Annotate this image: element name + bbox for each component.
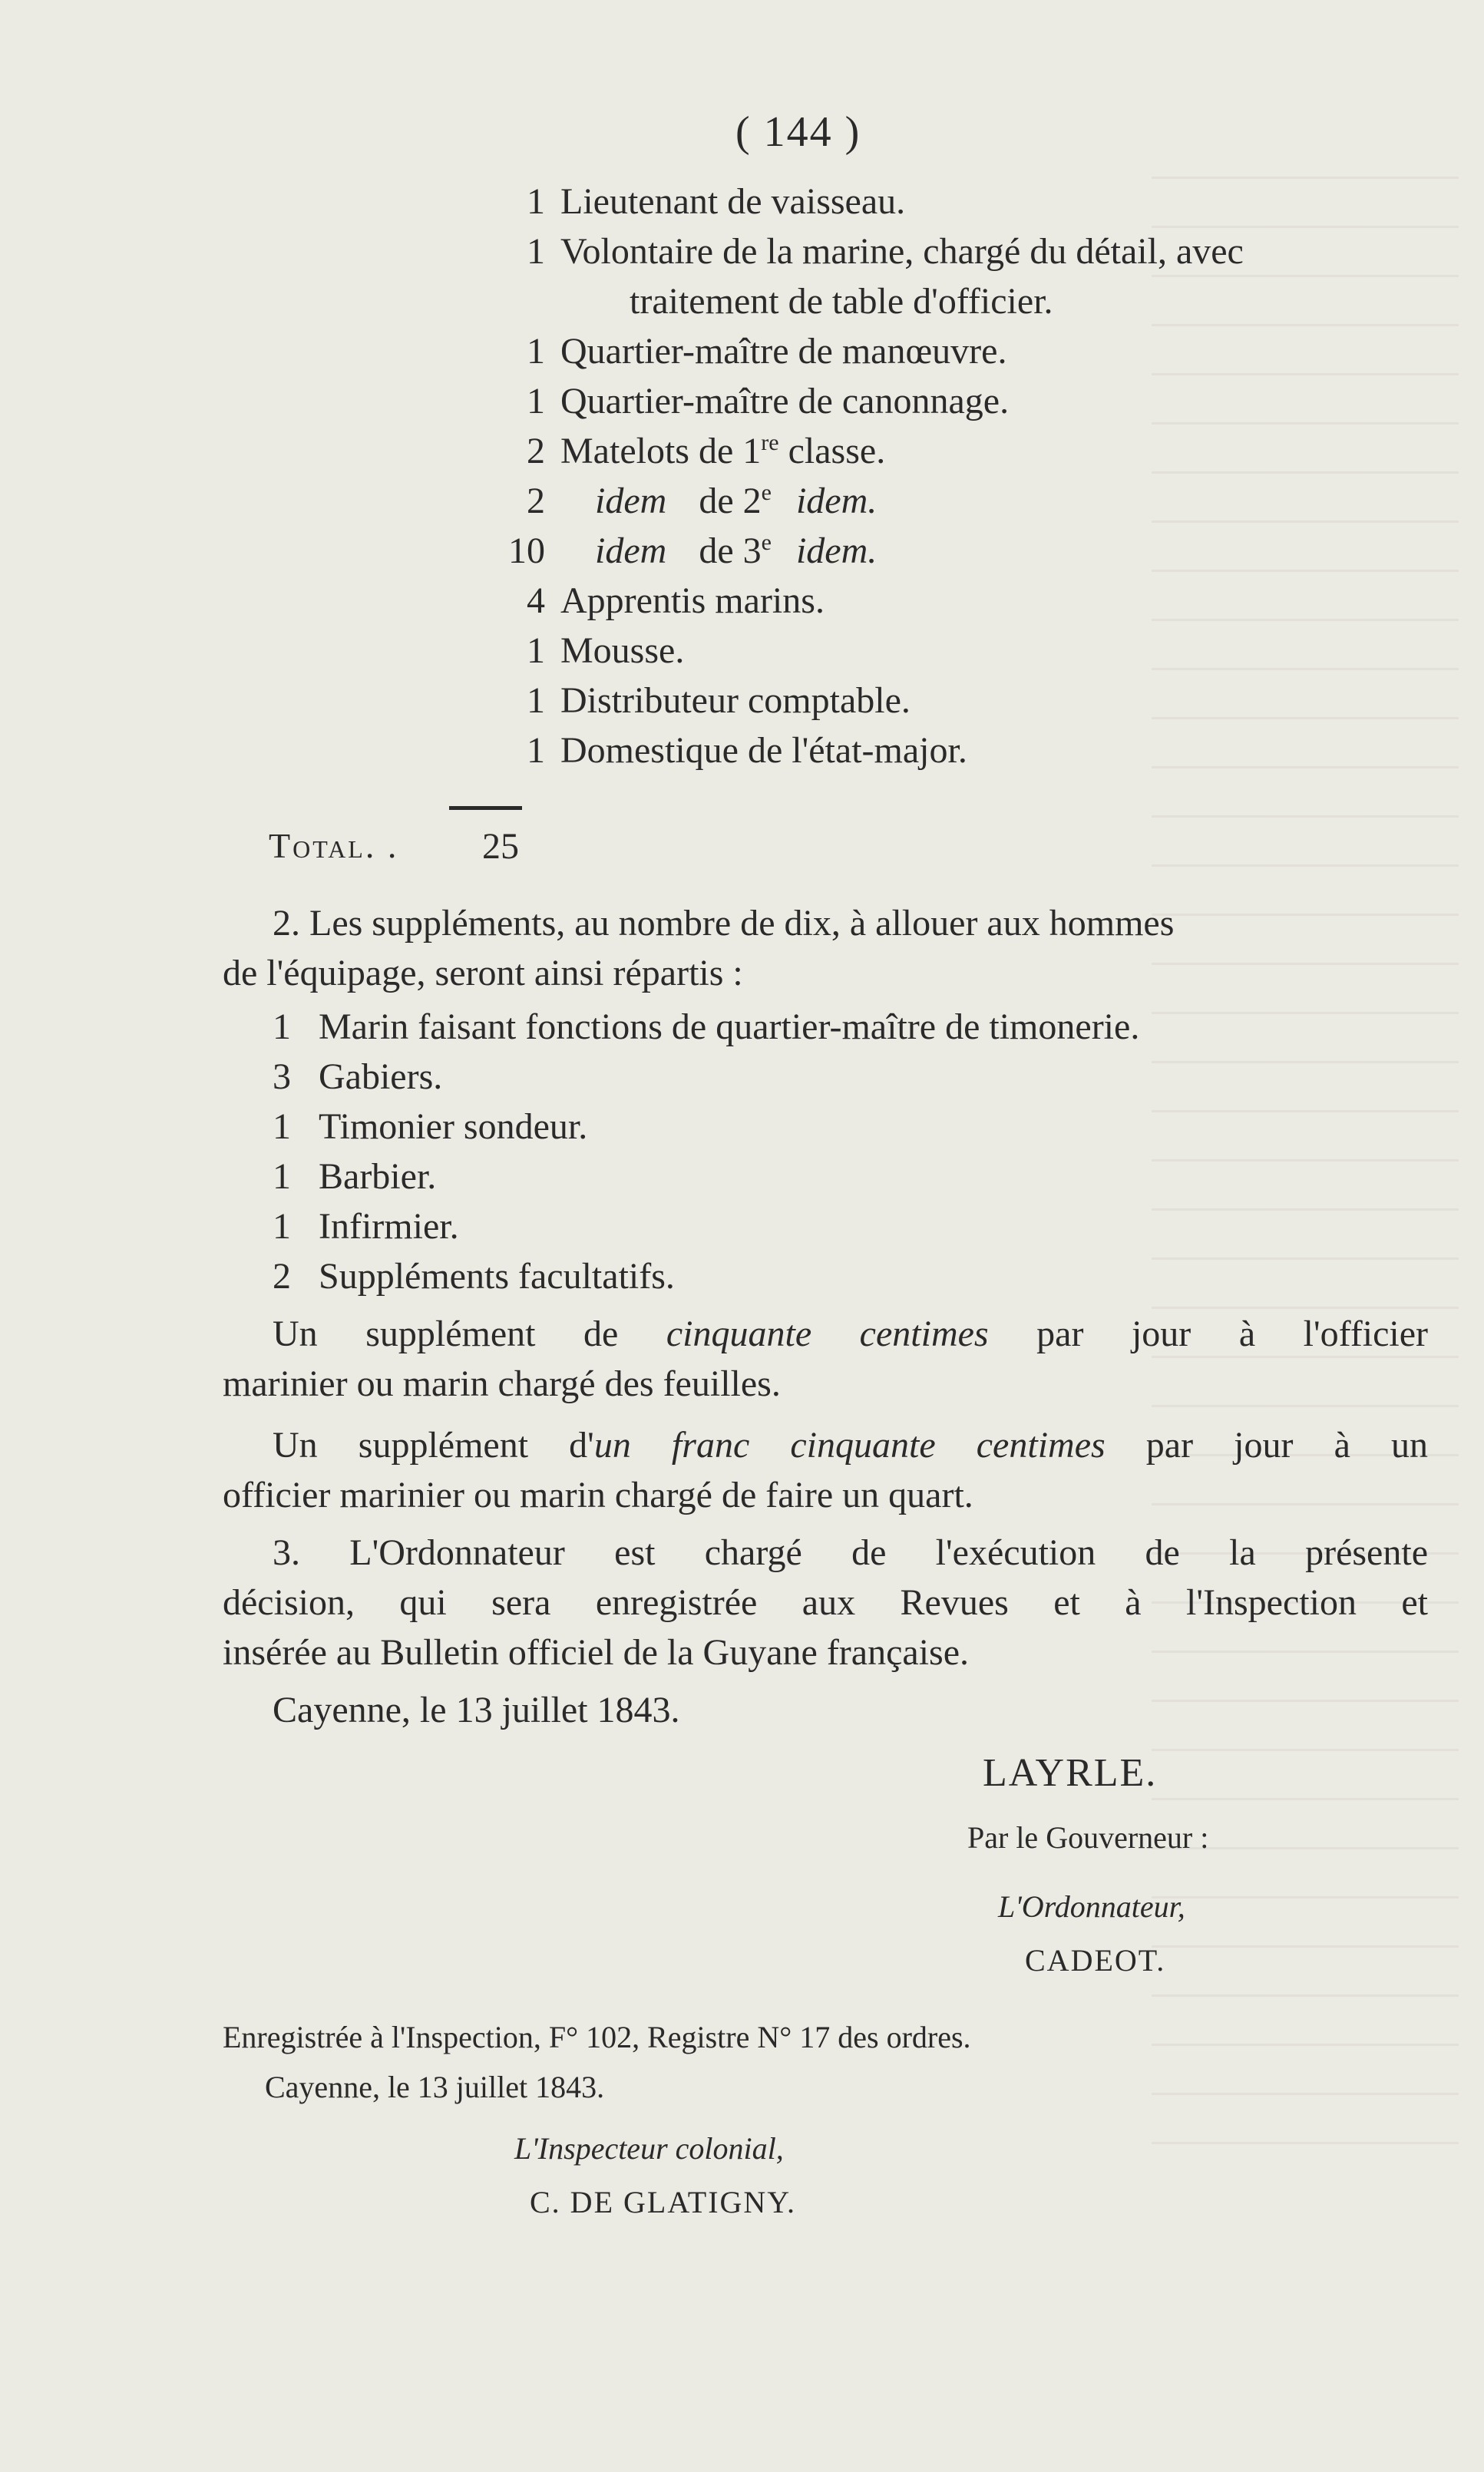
crew-label: Volontaire de la marine, chargé du détail, avec [560,231,1244,272]
supplement-label: Suppléments facultatifs. [319,1256,675,1297]
idem-word: idem. [786,481,878,521]
idem-word: idem. [786,530,878,571]
crew-count: 1 [527,231,545,272]
bleed-through-texture [1152,177,1459,2173]
article-3-line-1: 3. L'Ordonnateur est chargé de l'exécution de la présente [273,1532,1428,1573]
crew-count: 10 [508,530,545,571]
crew-label: Mousse. [560,630,685,671]
paragraph-cinquante-line-2: marinier ou marin chargé des feuilles. [223,1363,781,1404]
supplement-label: Timonier sondeur. [319,1106,588,1147]
supplement-count: 1 [273,1106,291,1147]
supplement-count: 2 [273,1256,291,1297]
supplement-label: Marin faisant fonctions de quartier-maître de timonerie. [319,1006,1140,1047]
paragraph-franc-line-2: officier marinier ou marin chargé de faire un quart. [223,1475,973,1515]
crew-label: Lieutenant de vaisseau. [560,181,906,222]
inspecteur-title: L'Inspecteur colonial, [514,2131,784,2166]
crew-label: Quartier-maître de canonnage. [560,381,1010,421]
idem-word: idem [595,481,667,521]
paragraph-cinquante-line-1 [273,1313,1428,1355]
total-label: Total. . [269,826,399,865]
crew-label [595,530,877,572]
italic-amount: cinquante centimes [666,1314,989,1354]
text-part: Un supplément d' [273,1425,594,1466]
crew-label-part: classe. [778,431,886,471]
crew-label-continuation: traitement de table d'officier. [630,281,1053,322]
par-gouverneur: Par le Gouverneur : [967,1820,1209,1855]
article-3-line-3: insérée au Bulletin officiel de la Guyane française. [223,1632,970,1673]
crew-count: 1 [527,331,545,372]
italic-amount: un franc cinquante centimes [593,1425,1106,1466]
date-line: Cayenne, le 13 juillet 1843. [273,1690,680,1730]
superscript: e [761,480,772,505]
crew-label: Domestique de l'état-major. [560,730,967,771]
crew-count: 2 [527,481,545,521]
supplement-label: Infirmier. [319,1206,459,1247]
idem-word: idem [595,530,667,571]
supplement-label: Barbier. [319,1156,437,1197]
text-part: par jour à un [1105,1425,1429,1466]
ordonnateur-name: CADEOT. [1025,1943,1166,1978]
crew-label [560,430,885,472]
crew-count: 1 [527,680,545,721]
crew-count: 1 [527,181,545,222]
registration-date: Cayenne, le 13 juillet 1843. [265,2070,605,2104]
crew-count: 2 [527,431,545,471]
registration-line: Enregistrée à l'Inspection, F° 102, Registre N° 17 des ordres. [223,2020,971,2054]
crew-count: 1 [527,730,545,771]
page-number: ( 144 ) [735,108,861,156]
crew-label-part: de 3 [689,530,762,571]
crew-label: Quartier-maître de manœuvre. [560,331,1007,372]
article-2-line-1: 2. Les suppléments, au nombre de dix, à allouer aux hommes [273,903,1175,944]
crew-label: Distributeur comptable. [560,680,911,721]
supplement-count: 1 [273,1156,291,1197]
supplement-count: 1 [273,1006,291,1047]
crew-count: 1 [527,630,545,671]
inspecteur-name: C. DE GLATIGNY. [530,2185,797,2219]
total-value: 25 [482,826,519,867]
text-part: par jour à l'officier [988,1314,1428,1354]
article-2-line-2: de l'équipage, seront ainsi répartis : [223,953,743,993]
total-rule [449,806,522,810]
crew-label-part: Matelots de 1 [560,431,762,471]
superscript: re [761,430,779,455]
crew-label: Apprentis marins. [560,580,825,621]
text-part: Un supplément de [273,1314,666,1354]
crew-count: 1 [527,381,545,421]
paragraph-franc-line-1 [273,1424,1428,1466]
crew-label [595,480,877,522]
crew-label-part: de 2 [689,481,762,521]
article-3-line-2: décision, qui sera enregistrée aux Revues et à l'Inspection et [223,1582,1428,1623]
supplement-label: Gabiers. [319,1056,443,1097]
supplement-count: 1 [273,1206,291,1247]
superscript: e [761,530,772,555]
ordonnateur-title: L'Ordonnateur, [998,1889,1185,1924]
supplement-count: 3 [273,1056,291,1097]
crew-count: 4 [527,580,545,621]
governor-signature: LAYRLE. [983,1751,1158,1795]
